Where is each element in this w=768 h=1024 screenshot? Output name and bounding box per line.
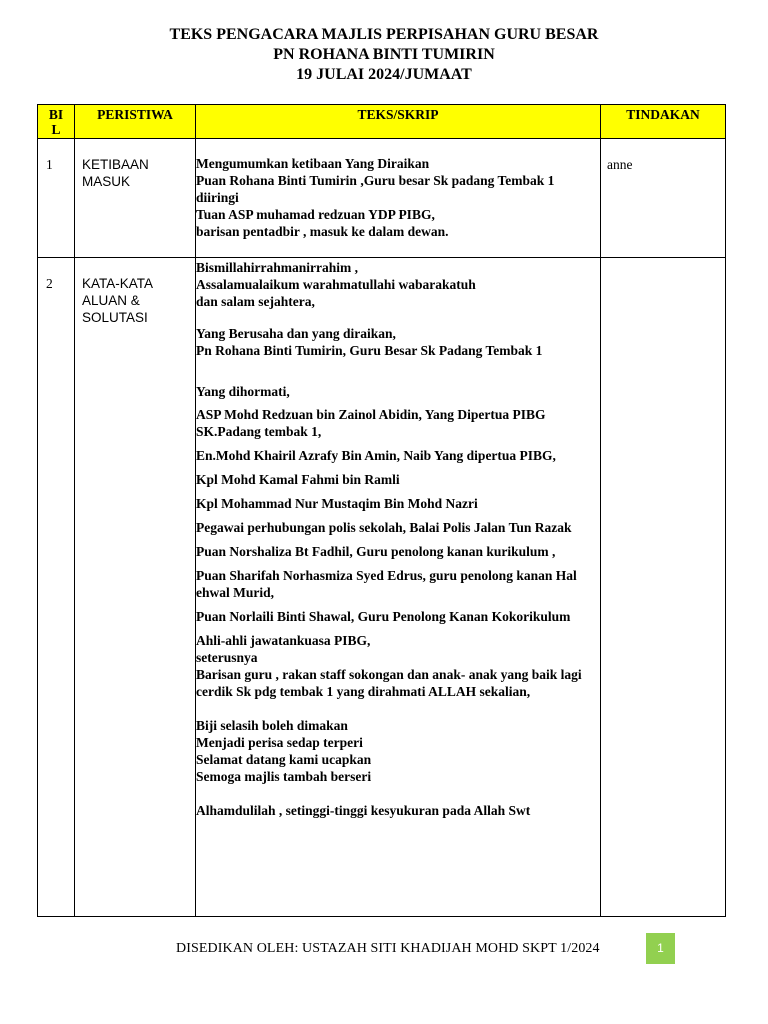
script-paragraph: Biji selasih boleh dimakan Menjadi perisa sedap terperi Selamat datang kami ucapkan Semoga majlis tambah berseri xyxy=(196,718,372,784)
script-paragraph: Kpl Mohd Kamal Fahmi bin Ramli xyxy=(196,472,400,487)
row-number: 2 xyxy=(46,276,53,291)
header-teks-skrip: TEKS/SKRIP xyxy=(196,105,601,139)
script-paragraph: Puan Norlaili Binti Shawal, Guru Penolong Kanan Kokorikulum xyxy=(196,609,571,624)
row-number: 1 xyxy=(46,157,53,172)
script-paragraph: Puan Sharifah Norhasmiza Syed Edrus, guru penolong kanan Hal ehwal Murid, xyxy=(196,568,577,600)
table-row xyxy=(38,139,726,258)
script-paragraph: Yang dihormati, xyxy=(196,384,290,399)
script-paragraph: Kpl Mohammad Nur Mustaqim Bin Mohd Nazri xyxy=(196,496,478,511)
document-date: 19 JULAI 2024/JUMAAT xyxy=(296,66,472,83)
script-paragraph: Bismillahirrahmanirrahim , Assalamualaikum warahmatullahi wabarakatuh dan salam sejahtera, xyxy=(196,260,476,309)
document-title: TEKS PENGACARA MAJLIS PERPISAHAN GURU BESAR xyxy=(169,26,599,43)
script-table xyxy=(37,104,726,917)
script-paragraph: Yang Berusaha dan yang diraikan, Pn Rohana Binti Tumirin, Guru Besar Sk Padang Tembak 1 xyxy=(196,326,543,358)
action-person: anne xyxy=(607,157,633,172)
script-paragraph: Pegawai perhubungan polis sekolah, Balai Polis Jalan Tun Razak xyxy=(196,520,572,535)
script-paragraph: Alhamdulilah , setinggi-tinggi kesyukuran pada Allah Swt xyxy=(196,803,531,818)
document-subtitle: PN ROHANA BINTI TUMIRIN xyxy=(273,46,495,63)
script-text-cell xyxy=(196,258,601,917)
script-paragraph: Mengumumkan ketibaan Yang Diraikan Puan Rohana Binti Tumirin ,Guru besar Sk padang Tembak 1 diiringi Tuan ASP muhamad redzuan YDP PIBG, barisan pentadbir , masuk ke dalam dewan. xyxy=(196,156,555,239)
script-paragraph: En.Mohd Khairil Azrafy Bin Amin, Naib Yang dipertua PIBG, xyxy=(196,448,556,463)
page-number: 1 xyxy=(646,933,675,964)
event-name: KETIBAAN MASUK xyxy=(82,157,149,189)
script-paragraph: Puan Norshaliza Bt Fadhil, Guru penolong kanan kurikulum , xyxy=(196,544,556,559)
header-tindakan: TINDAKAN xyxy=(601,105,726,139)
table-row xyxy=(38,258,726,917)
header-bil: BI L xyxy=(38,105,75,139)
action-person xyxy=(601,258,725,276)
table-header-row xyxy=(38,105,726,139)
header-peristiwa: PERISTIWA xyxy=(75,105,196,139)
event-name: KATA-KATA ALUAN & SOLUTASI xyxy=(82,276,154,325)
prepared-by-footer: DISEDIKAN OLEH: USTAZAH SITI KHADIJAH MOHD SKPT 1/2024 xyxy=(176,941,600,956)
script-paragraph: ASP Mohd Redzuan bin Zainol Abidin, Yang Dipertua PIBG SK.Padang tembak 1, xyxy=(196,407,546,439)
script-text-cell xyxy=(196,139,601,258)
script-paragraph: Ahli-ahli jawatankuasa PIBG, seterusnya Barisan guru , rakan staff sokongan dan anak- anak yang baik lagi cerdik Sk pdg tembak 1 yang dirahmati ALLAH sekalian, xyxy=(196,633,582,699)
